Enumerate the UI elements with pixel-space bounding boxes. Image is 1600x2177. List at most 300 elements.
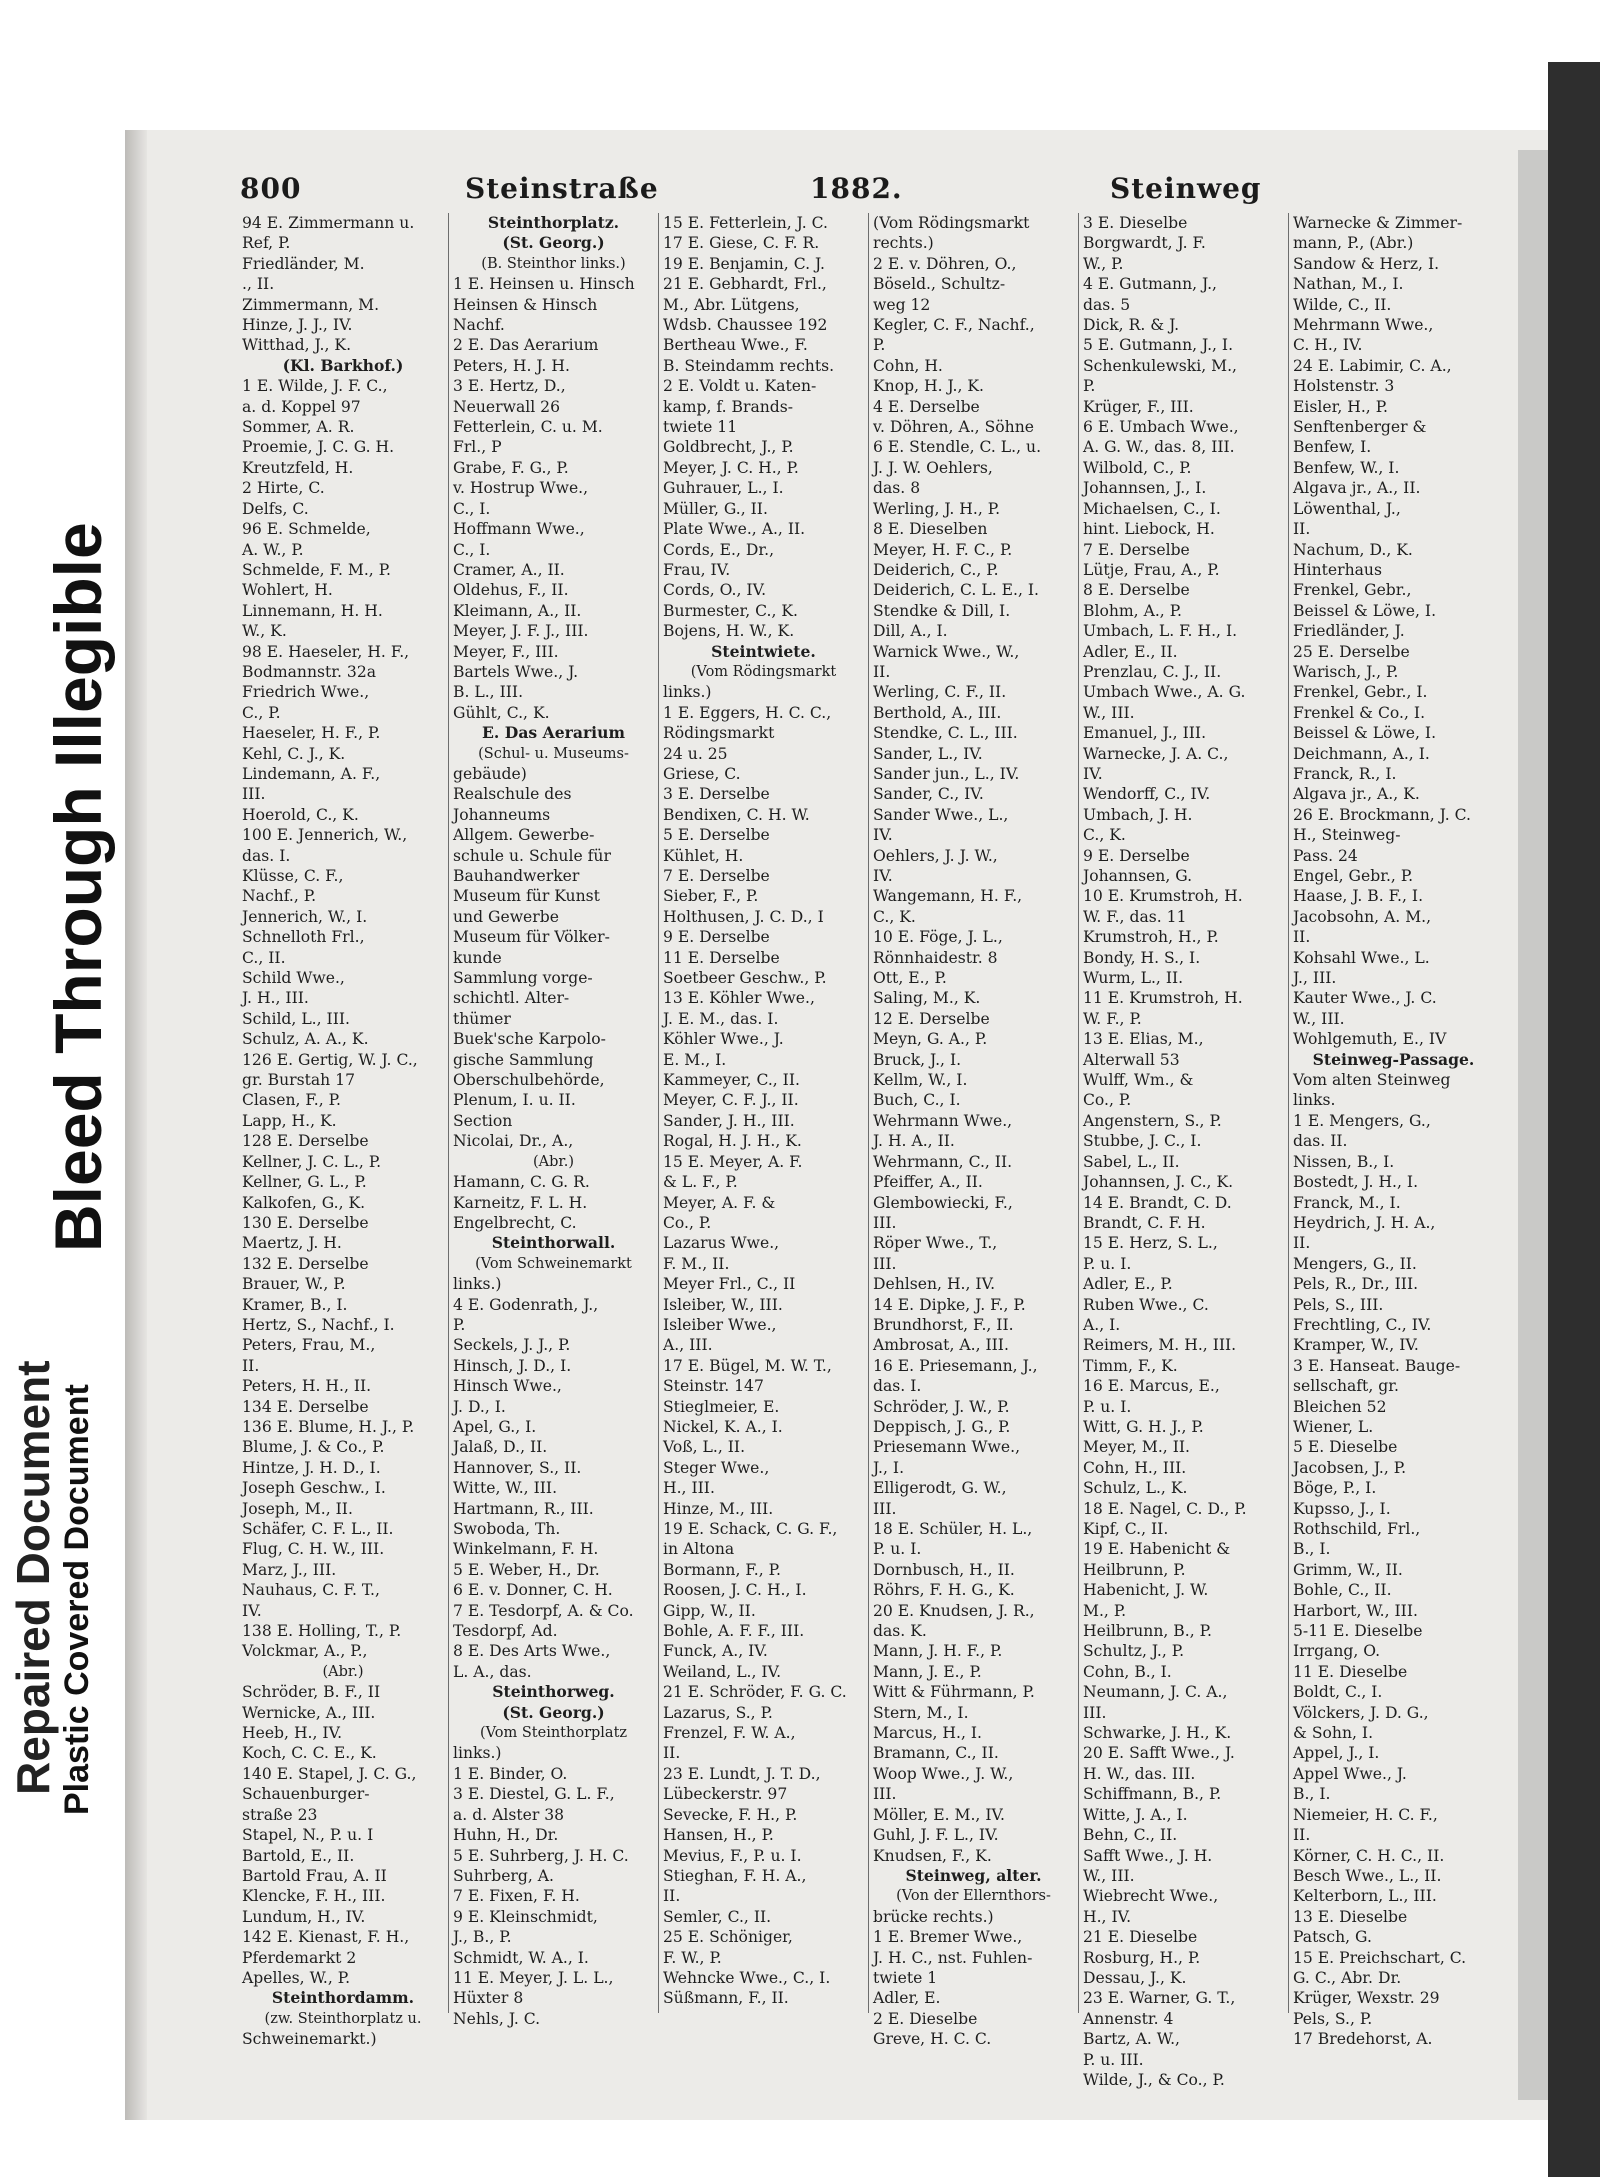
directory-entry: das. I. xyxy=(242,846,291,865)
directory-entry: Seckels, J. J., P. xyxy=(453,1336,571,1355)
directory-entry: Kupsso, J., I. xyxy=(1293,1499,1391,1518)
directory-entry: Oldehus, F., II. xyxy=(453,581,569,600)
directory-entry: Wangemann, H. F., xyxy=(873,887,1023,906)
directory-entry: 15 E. Preichschart, C. xyxy=(1293,1948,1467,1967)
directory-entry: Bartels Wwe., J. xyxy=(453,662,579,681)
directory-entry: Lapp, H., K. xyxy=(242,1111,337,1130)
directory-entry: 3 E. Derselbe xyxy=(663,785,770,804)
directory-entry: Friedrich Wwe., xyxy=(242,683,370,702)
directory-entry: Meyer, A. F. & xyxy=(663,1193,776,1212)
directory-entry: Wilbold, C., P. xyxy=(1083,458,1192,477)
page-header xyxy=(240,172,1262,212)
directory-entry: 5-11 E. Dieselbe xyxy=(1293,1622,1423,1641)
directory-entry: 7 E. Tesdorpf, A. & Co. xyxy=(453,1601,634,1620)
directory-entry: Deiderich, C. L. E., I. xyxy=(873,581,1039,600)
directory-entry: Meyer, J. C. H., P. xyxy=(663,458,799,477)
directory-entry: Stern, M., I. xyxy=(873,1703,969,1722)
directory-entry: Warnick Wwe., W., xyxy=(873,642,1020,661)
directory-entry: Vom alten Steinweg xyxy=(1293,1071,1451,1090)
directory-entry: Boldt, C., I. xyxy=(1293,1683,1383,1702)
directory-entry: Bodmannstr. 32a xyxy=(242,662,377,681)
directory-entry: IV. xyxy=(873,826,893,845)
directory-entry: 5 E. Derselbe xyxy=(663,826,770,845)
directory-entry: 1 E. Heinsen u. Hinsch xyxy=(453,275,635,294)
directory-entry: Nickel, K. A., I. xyxy=(663,1417,783,1436)
directory-entry: Bormann, F., P. xyxy=(663,1560,781,1579)
directory-entry: 16 E. Marcus, E., xyxy=(1083,1377,1220,1396)
directory-entry: Bramann, C., II. xyxy=(873,1744,999,1763)
directory-entry: Michaelsen, C., I. xyxy=(1083,499,1221,518)
directory-entry: Witt & Führmann, P. xyxy=(873,1683,1035,1702)
directory-entry: Lütje, Frau, A., P. xyxy=(1083,560,1220,579)
directory-entry: Bertheau Wwe., F. xyxy=(663,336,808,355)
directory-entry: 11 E. Dieselbe xyxy=(1293,1662,1408,1681)
directory-entry: II. xyxy=(1293,520,1311,539)
directory-entry: Saling, M., K. xyxy=(873,989,981,1008)
directory-column-2 xyxy=(448,213,658,2028)
directory-entry: Apelles, W., P. xyxy=(242,1968,351,1987)
directory-entry: Kehl, C. J., K. xyxy=(242,744,346,763)
directory-entry: Rothschild, Frl., xyxy=(1293,1520,1421,1538)
directory-entry: C., II. xyxy=(242,948,286,967)
directory-entry: Pfeiffer, A., II. xyxy=(873,1173,983,1192)
directory-entry: (zw. Steinthorplatz u. xyxy=(264,2010,422,2027)
directory-entry: Adler, E. xyxy=(873,1989,941,2008)
directory-entry: Ref, P. xyxy=(242,234,291,253)
directory-entry: Behn, C., II. xyxy=(1083,1826,1178,1845)
directory-entry: C., K. xyxy=(1083,826,1126,845)
directory-entry: Rönnhaidestr. 8 xyxy=(873,948,998,967)
directory-entry: & Sohn, I. xyxy=(1293,1724,1374,1743)
directory-entry: 8 E. Derselbe xyxy=(1083,581,1190,600)
directory-entry: III. xyxy=(1083,1703,1107,1722)
directory-entry: Holstenstr. 3 xyxy=(1293,377,1395,396)
page-spine-shadow xyxy=(125,130,147,2120)
directory-entry: Umbach, L. F. H., I. xyxy=(1083,622,1238,641)
directory-entry: Stubbe, J. C., I. xyxy=(1083,1132,1202,1151)
directory-entry: 98 E. Haeseler, H. F., xyxy=(242,642,410,661)
directory-entry: 3 E. Dieselbe xyxy=(1083,214,1188,232)
directory-entry: Steinthorwall. xyxy=(491,1233,616,1253)
repaired-document-stamp: Repaired Document xyxy=(7,1360,59,1795)
directory-entry: Roosen, J. C. H., I. xyxy=(663,1581,807,1600)
directory-entry: 2 E. v. Döhren, O., xyxy=(873,254,1017,273)
directory-entry: (Vom Steinthorplatz xyxy=(479,1725,628,1742)
directory-entry: Sandow & Herz, I. xyxy=(1293,254,1440,273)
directory-entry: a. d. Alster 38 xyxy=(453,1805,565,1824)
directory-entry: Greve, H. C. C. xyxy=(873,2030,992,2049)
directory-entry: Buek'sche Karpolo- xyxy=(453,1030,606,1049)
directory-entry: Plate Wwe., A., II. xyxy=(663,520,806,539)
directory-entry: (Vom Rödingsmarkt xyxy=(873,214,1030,232)
directory-entry: 24 u. 25 xyxy=(663,744,728,763)
directory-entry: Ruben Wwe., C. xyxy=(1083,1295,1209,1314)
directory-entry: H., IV. xyxy=(1083,1907,1132,1926)
directory-entry: Meyer, M., II. xyxy=(1083,1438,1191,1457)
directory-entry: Hinterhaus xyxy=(1293,560,1382,579)
directory-entry: Sander, C., IV. xyxy=(873,785,984,804)
directory-entry: das. 8 xyxy=(873,479,921,498)
directory-entry: 19 E. Schack, C. G. F., xyxy=(663,1520,838,1538)
directory-entry: Sander Wwe., L., xyxy=(873,805,1009,824)
directory-entry: Isleiber Wwe., xyxy=(663,1315,777,1334)
directory-entry: sellschaft, gr. xyxy=(1293,1377,1399,1396)
directory-entry: 14 E. Dipke, J. F., P. xyxy=(873,1295,1026,1314)
directory-entry: Witte, W., III. xyxy=(453,1479,558,1498)
directory-entry: Steinthorweg. xyxy=(492,1682,615,1702)
directory-entry: das. 5 xyxy=(1083,295,1131,314)
directory-entry: 126 E. Gertig, W. J. C., xyxy=(242,1050,418,1069)
directory-entry: 1 E. Binder, O. xyxy=(453,1764,568,1783)
directory-entry: Kramper, W., IV. xyxy=(1293,1336,1419,1355)
directory-entry: 10 E. Krumstroh, H. xyxy=(1083,887,1243,906)
directory-entry: Adler, E., II. xyxy=(1083,642,1178,661)
directory-entry: Peters, Frau, M., xyxy=(242,1336,376,1355)
directory-entry: Heinsen & Hinsch xyxy=(453,295,598,314)
directory-entry: Habenicht, J. W. xyxy=(1083,1581,1209,1600)
directory-entry: Cohn, H. xyxy=(873,356,943,375)
directory-entry: 17 Bredehorst, A. xyxy=(1293,2030,1433,2049)
directory-entry: Berthold, A., III. xyxy=(873,703,1002,722)
directory-entry: kunde xyxy=(453,948,502,967)
directory-entry: Franck, R., I. xyxy=(1293,764,1397,783)
directory-entry: Schmelde, F. M., P. xyxy=(242,560,392,579)
directory-entry: 7 E. Fixen, F. H. xyxy=(453,1887,580,1906)
directory-entry: Appel Wwe., J. xyxy=(1293,1764,1407,1783)
directory-entry: Kellm, W., I. xyxy=(873,1071,968,1090)
left-running-title: Steinstraße xyxy=(465,172,659,205)
directory-entry: Kramer, B., I. xyxy=(242,1295,348,1314)
directory-entry: Hinsch, J. D., I. xyxy=(453,1356,572,1375)
directory-entry: C., K. xyxy=(873,907,916,926)
directory-column-3 xyxy=(658,213,868,2013)
directory-entry: Völckers, J. D. G., xyxy=(1293,1703,1429,1722)
directory-entry: Bleichen 52 xyxy=(1293,1397,1387,1416)
directory-entry: Wernicke, A., III. xyxy=(242,1703,376,1722)
next-page-edge xyxy=(1518,150,1548,2100)
directory-entry: 2 E. Voldt u. Katen- xyxy=(663,377,817,396)
directory-entry: Benfew, I. xyxy=(1293,438,1372,457)
directory-entry: 6 E. Stendle, C. L., u. xyxy=(873,438,1042,457)
directory-entry: Gühlt, C., K. xyxy=(453,703,550,722)
directory-entry: 11 E. Meyer, J. L. L., xyxy=(453,1968,614,1987)
directory-entry: Brandt, C. F. H. xyxy=(1083,1213,1206,1232)
directory-entry: Stieghan, F. H. A., xyxy=(663,1866,807,1885)
directory-entry: Bojens, H. W., K. xyxy=(663,622,795,641)
directory-entry: J. D., I. xyxy=(453,1397,506,1416)
right-running-title: Steinweg xyxy=(1110,172,1262,205)
directory-entry: Peters, H. H., II. xyxy=(242,1377,372,1396)
directory-entry: III. xyxy=(242,785,266,804)
directory-entry: Marz, J., III. xyxy=(242,1560,337,1579)
directory-entry: II. xyxy=(242,1356,260,1375)
directory-entry: F. M., II. xyxy=(663,1254,730,1273)
directory-entry: das. I. xyxy=(873,1377,922,1396)
directory-entry: gr. Burstah 17 xyxy=(242,1071,356,1090)
directory-entry: Cramer, A., II. xyxy=(453,560,565,579)
directory-entry: Bruck, J., I. xyxy=(873,1050,962,1069)
directory-entry: J. J. W. Oehlers, xyxy=(873,458,993,477)
directory-entry: Grabe, F. G., P. xyxy=(453,458,569,477)
directory-entry: in Altona xyxy=(663,1540,735,1559)
directory-entry: Nehls, J. C. xyxy=(453,2009,541,2028)
directory-entry: Hoffmann Wwe., xyxy=(453,520,585,539)
directory-entry: Frenkel, Gebr., I. xyxy=(1293,683,1428,702)
directory-entry: 3 E. Diestel, G. L. F., xyxy=(453,1785,615,1804)
directory-entry: Nachf. xyxy=(453,316,505,335)
directory-entry: Mehrmann Wwe., xyxy=(1293,316,1434,335)
directory-entry: v. Hostrup Wwe., xyxy=(453,479,589,498)
directory-entry: 19 E. Habenicht & xyxy=(1083,1540,1231,1559)
directory-entry: 11 E. Krumstroh, H. xyxy=(1083,989,1243,1008)
directory-entry: Dill, A., I. xyxy=(873,622,948,641)
directory-entry: Lindemann, A. F., xyxy=(242,764,381,783)
directory-entry: Cords, O., IV. xyxy=(663,581,767,600)
directory-entry: Marcus, H., I. xyxy=(873,1724,982,1743)
directory-entry: weg 12 xyxy=(873,295,931,314)
directory-entry: Röhrs, F. H. G., K. xyxy=(873,1581,1015,1600)
directory-entry: Tesdorpf, Ad. xyxy=(453,1622,558,1641)
directory-entry: Niemeier, H. C. F., xyxy=(1293,1805,1438,1824)
directory-entry: Hoerold, C., K. xyxy=(242,805,359,824)
directory-entry: Steinstr. 147 xyxy=(663,1377,764,1396)
directory-entry: 96 E. Schmelde, xyxy=(242,520,371,539)
directory-entry: Dessau, J., K. xyxy=(1083,1968,1187,1987)
directory-entry: Bohle, A. F. F., III. xyxy=(663,1622,805,1641)
directory-entry: Reimers, M. H., III. xyxy=(1083,1336,1237,1355)
directory-entry: Elligerodt, G. W., xyxy=(873,1479,1007,1498)
directory-entry: 8 E. Dieselben xyxy=(873,520,988,539)
directory-entry: Köhler Wwe., J. xyxy=(663,1030,784,1049)
directory-entry: Nachf., P. xyxy=(242,887,317,906)
directory-entry: Eisler, H., P. xyxy=(1293,397,1388,416)
directory-entry: und Gewerbe xyxy=(453,907,559,926)
directory-entry: Guhrauer, L., I. xyxy=(663,479,784,498)
directory-entry: Steinweg, alter. xyxy=(905,1865,1042,1885)
directory-entry: Guhl, J. F. L., IV. xyxy=(873,1826,999,1845)
directory-entry: Schweinemarkt.) xyxy=(242,2030,377,2049)
directory-entry: P. u. I. xyxy=(1083,1254,1132,1273)
directory-entry: Bostedt, J. H., I. xyxy=(1293,1173,1419,1192)
directory-entry: das. K. xyxy=(873,1622,927,1641)
directory-entry: Böseld., Schultz- xyxy=(873,275,1006,294)
year-label: 1882. xyxy=(810,172,903,205)
directory-entry: Blume, J. & Co., P. xyxy=(242,1438,385,1457)
directory-entry: Apel, G., I. xyxy=(453,1417,537,1436)
directory-entry: Kreutzfeld, H. xyxy=(242,458,354,477)
directory-entry: Peters, H. J. H. xyxy=(453,356,570,375)
directory-entry: Alterwall 53 xyxy=(1083,1050,1180,1069)
directory-entry: Johannsen, J. C., K. xyxy=(1083,1173,1234,1192)
directory-entry: Irrgang, O. xyxy=(1293,1642,1381,1661)
directory-entry: 128 E. Derselbe xyxy=(242,1132,369,1151)
directory-entry: twiete 1 xyxy=(873,1968,938,1987)
directory-entry: Schiffmann, B., P. xyxy=(1083,1785,1222,1804)
directory-entry: Steger Wwe., xyxy=(663,1458,770,1477)
directory-entry: 4 E. Gutmann, J., xyxy=(1083,275,1217,294)
directory-entry: M., Abr. Lütgens, xyxy=(663,295,800,314)
directory-entry: Wilde, J., & Co., P. xyxy=(1083,2070,1225,2089)
scan-top-margin xyxy=(0,0,1600,62)
directory-entry: B., I. xyxy=(1293,1540,1331,1559)
directory-entry: Nicolai, Dr., A., xyxy=(453,1132,574,1151)
directory-entry: Adler, E., P. xyxy=(1083,1275,1173,1294)
directory-entry: 134 E. Derselbe xyxy=(242,1397,369,1416)
directory-entry: 130 E. Derselbe xyxy=(242,1213,369,1232)
directory-entry: Rosburg, H., P. xyxy=(1083,1948,1201,1967)
directory-entry: Isleiber, W., III. xyxy=(663,1295,783,1314)
directory-entry: (St. Georg.) xyxy=(502,1702,605,1722)
directory-entry: Voß, L., II. xyxy=(663,1438,746,1457)
directory-entry: Maertz, J. H. xyxy=(242,1234,342,1253)
directory-entry: Kühlet, H. xyxy=(663,846,744,865)
directory-entry: P. u. I. xyxy=(873,1540,922,1559)
directory-entry: Woop Wwe., J. W., xyxy=(873,1764,1014,1783)
directory-entry: Brundhorst, F., II. xyxy=(873,1315,1014,1334)
directory-entry: IV. xyxy=(873,867,893,885)
directory-column-5 xyxy=(1078,213,1288,2089)
directory-entry: Heilbrunn, B., P. xyxy=(1083,1622,1212,1641)
directory-entry: Soetbeer Geschw., P. xyxy=(663,969,827,988)
directory-entry: Schenkulewski, M., xyxy=(1083,356,1238,375)
directory-entry: J. H., III. xyxy=(242,989,309,1008)
directory-entry: 14 E. Brandt, C. D. xyxy=(1083,1193,1232,1212)
directory-entry: Cords, E., Dr., xyxy=(663,540,775,559)
directory-entry: Beissel & Löwe, I. xyxy=(1293,601,1437,620)
directory-entry: Lazarus, S., P. xyxy=(663,1703,773,1722)
directory-entry: Kellner, G. L., P. xyxy=(242,1173,367,1192)
directory-entry: 5 E. Gutmann, J., I. xyxy=(1083,336,1234,355)
directory-columns xyxy=(238,213,1503,2089)
directory-entry: Pferdemarkt 2 xyxy=(242,1948,357,1967)
directory-entry: Oberschulbehörde, xyxy=(453,1071,605,1090)
directory-entry: Kelterborn, L., III. xyxy=(1293,1887,1437,1906)
directory-entry: P. u. III. xyxy=(1083,2050,1144,2069)
directory-entry: Koch, C. C. E., K. xyxy=(242,1744,377,1763)
directory-entry: Steinthorplatz. xyxy=(487,213,620,232)
directory-entry: Museum für Kunst xyxy=(453,887,600,906)
directory-entry: P. u. I. xyxy=(1083,1397,1132,1416)
directory-entry: P. xyxy=(1083,377,1096,396)
directory-entry: Wehncke Wwe., C., I. xyxy=(663,1968,831,1987)
directory-entry: 23 E. Warner, G. T., xyxy=(1083,1989,1236,2008)
directory-entry: Cohn, H., III. xyxy=(1083,1458,1187,1477)
directory-entry: gebäude) xyxy=(453,764,527,783)
directory-entry: Warnecke & Zimmer- xyxy=(1293,214,1463,232)
directory-entry: Winkelmann, F. H. xyxy=(453,1540,599,1559)
directory-entry: Krüger, Wexstr. 29 xyxy=(1293,1989,1440,2008)
directory-entry: Dehlsen, H., IV. xyxy=(873,1275,996,1294)
directory-entry: Frl., P xyxy=(453,438,502,457)
directory-entry: 17 E. Giese, C. F. R. xyxy=(663,234,820,253)
directory-entry: Grimm, W., II. xyxy=(1293,1560,1403,1579)
directory-entry: Deichmann, A., I. xyxy=(1293,744,1430,763)
directory-entry: Co., P. xyxy=(663,1213,712,1232)
directory-entry: II. xyxy=(663,1887,681,1906)
directory-entry: Meyer Frl., C., II xyxy=(663,1275,796,1294)
directory-entry: Senftenberger & xyxy=(1293,418,1427,437)
directory-entry: Meyer, C. F. J., II. xyxy=(663,1091,799,1110)
directory-entry: Stendke & Dill, I. xyxy=(873,601,1011,620)
directory-entry: 9 E. Derselbe xyxy=(663,928,770,947)
directory-entry: 3 E. Hertz, D., xyxy=(453,377,566,396)
directory-entry: Suhrberg, A. xyxy=(453,1866,555,1885)
directory-entry: 2 Hirte, C. xyxy=(242,479,325,498)
directory-entry: H. W., das. III. xyxy=(1083,1764,1196,1783)
directory-entry: Pels, R., Dr., III. xyxy=(1293,1275,1419,1294)
directory-entry: Süßmann, F., II. xyxy=(663,1989,789,2008)
directory-entry: (Abr.) xyxy=(532,1153,574,1170)
directory-entry: Müller, G., II. xyxy=(663,499,768,518)
directory-entry: (Abr.) xyxy=(322,1663,364,1680)
directory-entry: B. L., III. xyxy=(453,683,524,702)
directory-entry: IV. xyxy=(242,1601,262,1620)
directory-entry: Hansen, H., P. xyxy=(663,1826,774,1845)
directory-entry: Kammeyer, C., II. xyxy=(663,1071,800,1090)
directory-entry: C. H., IV. xyxy=(1293,336,1363,355)
directory-entry: Bendixen, C. H. W. xyxy=(663,805,810,824)
directory-entry: Emanuel, J., III. xyxy=(1083,724,1207,743)
directory-entry: J., B., P. xyxy=(453,1928,512,1947)
directory-entry: & L. F., P. xyxy=(663,1173,738,1192)
directory-entry: 19 E. Benjamin, C. J. xyxy=(663,254,825,273)
directory-entry: Werling, J. H., P. xyxy=(873,499,1001,518)
directory-entry: Steinthordamm. xyxy=(271,1988,415,2008)
directory-entry: (St. Georg.) xyxy=(502,233,605,253)
directory-entry: A. W., P. xyxy=(242,540,304,559)
directory-entry: 100 E. Jennerich, W., xyxy=(242,826,408,845)
directory-entry: Schmidt, W. A., I. xyxy=(453,1948,589,1967)
directory-entry: Volckmar, A., P., xyxy=(242,1642,368,1661)
directory-entry: III. xyxy=(873,1254,897,1273)
directory-entry: Neumann, J. C. A., xyxy=(1083,1683,1228,1702)
directory-entry: Schröder, J. W., P. xyxy=(873,1397,1010,1416)
directory-entry: Schnelloth Frl., xyxy=(242,928,365,947)
directory-entry: Meyer, J. F. J., III. xyxy=(453,622,589,641)
directory-entry: Meyn, G. A., P. xyxy=(873,1030,988,1049)
directory-entry: Engel, Gebr., P. xyxy=(1293,867,1414,885)
directory-entry: Plenum, I. u. II. xyxy=(453,1091,576,1110)
directory-entry: H., III. xyxy=(663,1479,715,1498)
directory-entry: Schulz, L., K. xyxy=(1083,1479,1188,1498)
directory-entry: Swoboda, Th. xyxy=(453,1520,561,1538)
directory-entry: Rogal, H. J. H., K. xyxy=(663,1132,802,1151)
directory-entry: Jennerich, W., I. xyxy=(242,907,368,926)
directory-entry: Hintze, J. H. D., I. xyxy=(242,1458,381,1477)
directory-entry: 15 E. Meyer, A. F. xyxy=(663,1152,803,1171)
directory-entry: Klüsse, C. F., xyxy=(242,867,344,885)
directory-entry: Stieglmeier, E. xyxy=(663,1397,780,1416)
directory-entry: Mevius, F., P. u. I. xyxy=(663,1846,802,1865)
directory-entry: B., I. xyxy=(1293,1785,1331,1804)
directory-entry: 15 E. Fetterlein, J. C. xyxy=(663,214,828,232)
directory-entry: Delfs, C. xyxy=(242,499,309,518)
directory-entry: Nauhaus, C. F. T., xyxy=(242,1581,380,1600)
directory-entry: Johannsen, G. xyxy=(1083,867,1193,885)
directory-entry: kamp, f. Brands- xyxy=(663,397,794,416)
directory-entry: Kalkofen, G., K. xyxy=(242,1193,366,1212)
plastic-covered-stamp: Plastic Covered Document xyxy=(58,1384,96,1815)
directory-entry: Deiderich, C., P. xyxy=(873,560,999,579)
directory-entry: Krüger, F., III. xyxy=(1083,397,1194,416)
directory-entry: Meyer, F., III. xyxy=(453,642,559,661)
directory-entry: brücke rechts.) xyxy=(873,1907,994,1926)
directory-entry: Friedländer, J. xyxy=(1293,622,1405,641)
directory-column-1 xyxy=(238,213,448,2049)
directory-entry: Sevecke, F. H., P. xyxy=(663,1805,798,1824)
directory-entry: J., III. xyxy=(1293,969,1337,988)
directory-entry: twiete 11 xyxy=(663,418,738,437)
